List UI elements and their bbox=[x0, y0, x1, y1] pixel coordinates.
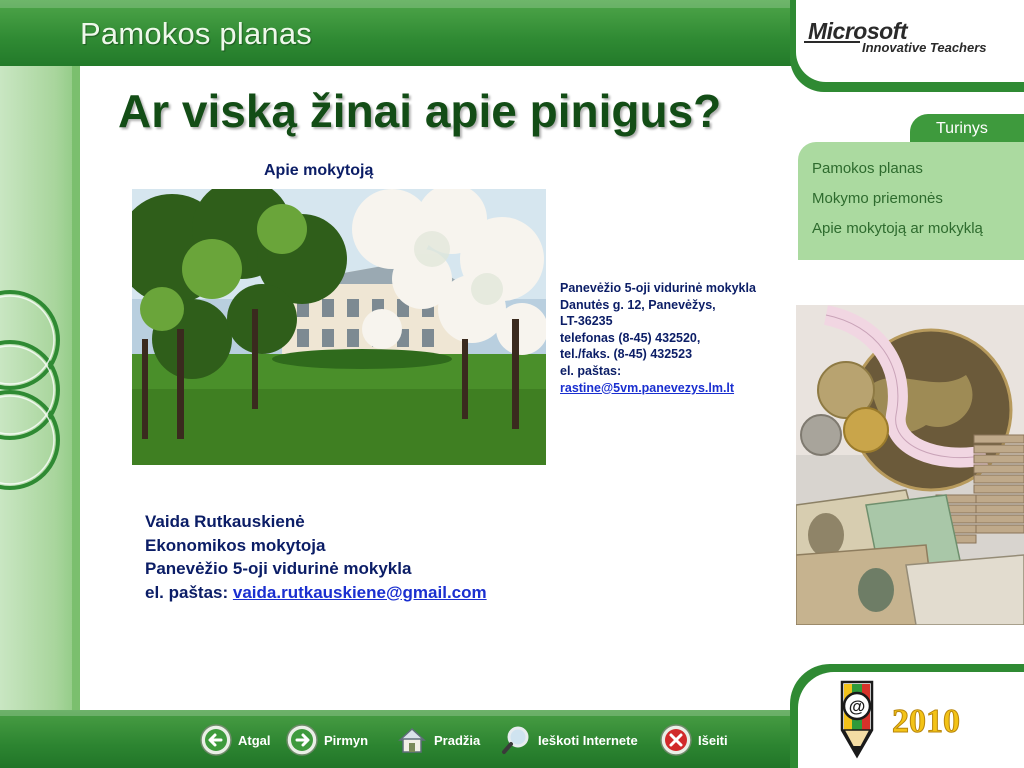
close-icon bbox=[660, 724, 692, 756]
school-email-link[interactable]: rastine@5vm.panevezys.lm.lt bbox=[560, 380, 735, 395]
teacher-info bbox=[145, 510, 487, 604]
nav-search-button[interactable] bbox=[500, 722, 638, 758]
svg-text:@: @ bbox=[848, 697, 866, 716]
school-name: Panevėžio 5-oji vidurinė mokykla bbox=[560, 281, 756, 295]
pencil-icon bbox=[842, 682, 872, 756]
innovative-teachers-logo: Innovative Teachers bbox=[862, 40, 987, 55]
magnifier-icon bbox=[500, 724, 532, 756]
nav-home-button[interactable] bbox=[396, 722, 480, 758]
decorative-rings bbox=[0, 280, 80, 500]
money-photo bbox=[796, 305, 1024, 625]
arrow-left-icon bbox=[200, 724, 232, 756]
teacher-email-label: el. paštas: bbox=[145, 582, 229, 602]
teacher-name: Vaida Rutkauskienė bbox=[145, 512, 305, 531]
school-postcode: LT-36235 bbox=[560, 314, 613, 329]
nav-exit-button[interactable] bbox=[660, 722, 728, 758]
toc-item-about-teacher[interactable]: Apie mokytoją ar mokyklą bbox=[812, 220, 983, 237]
arrow-right-icon bbox=[286, 724, 318, 756]
nav-back-button[interactable] bbox=[200, 722, 271, 758]
page-title: Ar viską žinai apie pinigus? bbox=[118, 85, 722, 137]
school-fax: tel./faks. (8-45) 432523 bbox=[560, 347, 693, 362]
logo-year: 2010 bbox=[892, 703, 960, 740]
home-icon bbox=[396, 724, 428, 756]
microsoft-logo: Microsoft bbox=[808, 18, 907, 44]
toc-item-lesson-plan[interactable]: Pamokos planas bbox=[812, 160, 923, 177]
section-subtitle: Apie mokytoją bbox=[264, 162, 374, 179]
school-photo bbox=[132, 189, 546, 465]
school-contact-info bbox=[560, 280, 756, 396]
nav-forward-label: Pirmyn bbox=[324, 732, 369, 748]
toc-item-teaching-materials[interactable]: Mokymo priemonės bbox=[812, 190, 943, 207]
teacher-school: Panevėžio 5-oji vidurinė mokykla bbox=[145, 559, 412, 578]
school-address: Danutės g. 12, Panevėžys, bbox=[560, 297, 716, 312]
logo-2010 bbox=[826, 672, 1016, 762]
nav-back-label: Atgal bbox=[238, 732, 271, 748]
nav-search-label: Ieškoti Internete bbox=[538, 732, 638, 748]
teacher-position: Ekonomikos mokytoja bbox=[145, 535, 326, 555]
school-phone: telefonas (8-45) 432520, bbox=[560, 330, 701, 345]
nav-exit-label: Išeiti bbox=[698, 732, 728, 748]
nav-forward-button[interactable] bbox=[286, 722, 368, 758]
header-title: Pamokos planas bbox=[80, 16, 312, 51]
nav-home-label: Pradžia bbox=[434, 732, 481, 748]
school-email-label: el. paštas: bbox=[560, 363, 622, 378]
teacher-email-link[interactable]: vaida.rutkauskiene@gmail.com bbox=[232, 582, 487, 602]
toc-tab-label: Turinys bbox=[936, 120, 988, 137]
